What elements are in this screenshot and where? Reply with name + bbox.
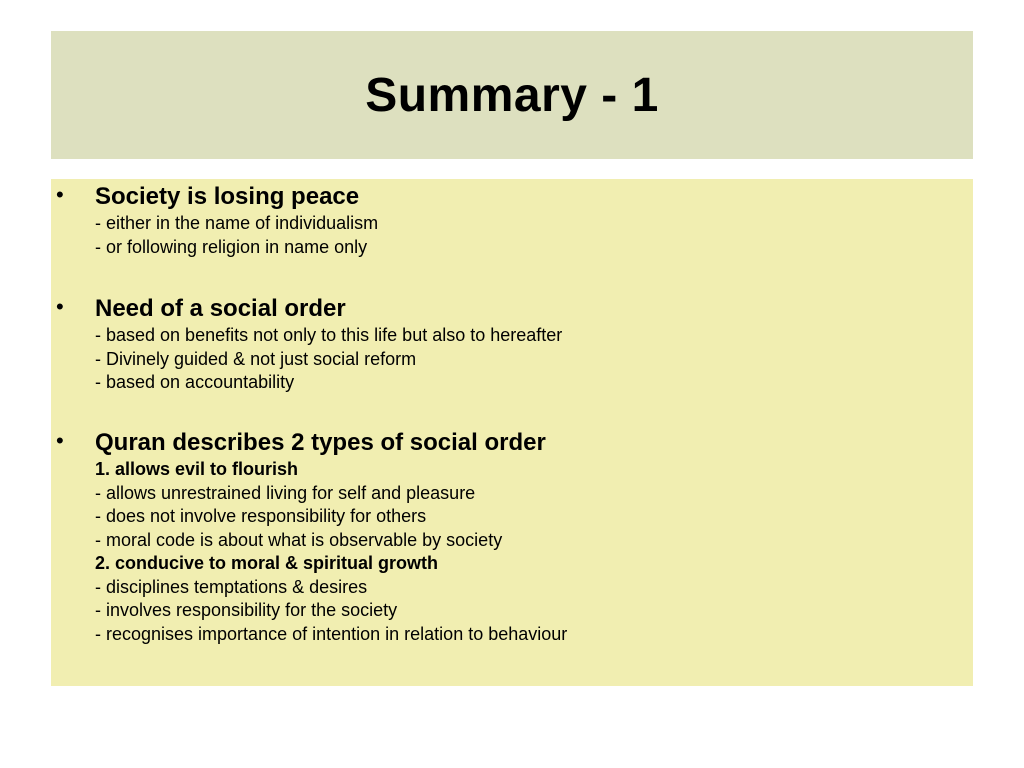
content-box: [51, 179, 973, 686]
bullet-body: [95, 428, 567, 646]
bullet-line: - involves responsibility for the society: [95, 600, 398, 620]
bullet-heading: Quran describes 2 types of social order: [95, 429, 546, 456]
bullet-line: - based on benefits not only to this life but also to hereafter: [95, 325, 563, 345]
bullet-heading: Society is losing peace: [95, 183, 360, 210]
sub-heading: 2. conducive to moral & spiritual growth: [95, 553, 439, 573]
bullet-line: - disciplines temptations & desires: [95, 576, 368, 597]
title-band: [51, 31, 973, 159]
bullet-body: [95, 294, 562, 395]
bullet-line: - recognises importance of intention in relation to behaviour: [95, 623, 568, 644]
bullet-heading: Need of a social order: [95, 295, 346, 322]
sub-heading: 1. allows evil to flourish: [95, 459, 299, 479]
bullet-dot-icon: •: [56, 294, 64, 319]
bullet-dot-icon: •: [56, 182, 64, 207]
bullet-line: - or following religion in name only: [95, 236, 368, 257]
bullet-line: - does not involve responsibility for others: [95, 506, 427, 526]
bullet-line: - moral code is about what is observable by society: [95, 529, 503, 550]
bullet-dot-icon: •: [56, 428, 64, 453]
bullet-line: - Divinely guided & not just social reform: [95, 348, 417, 369]
bullet-line: - based on accountability: [95, 372, 295, 392]
bullet-line: - allows unrestrained living for self and pleasure: [95, 482, 476, 503]
slide-title: Summary - 1: [365, 68, 659, 122]
bullet-body: [95, 182, 378, 259]
bullet-line: - either in the name of individualism: [95, 213, 379, 233]
